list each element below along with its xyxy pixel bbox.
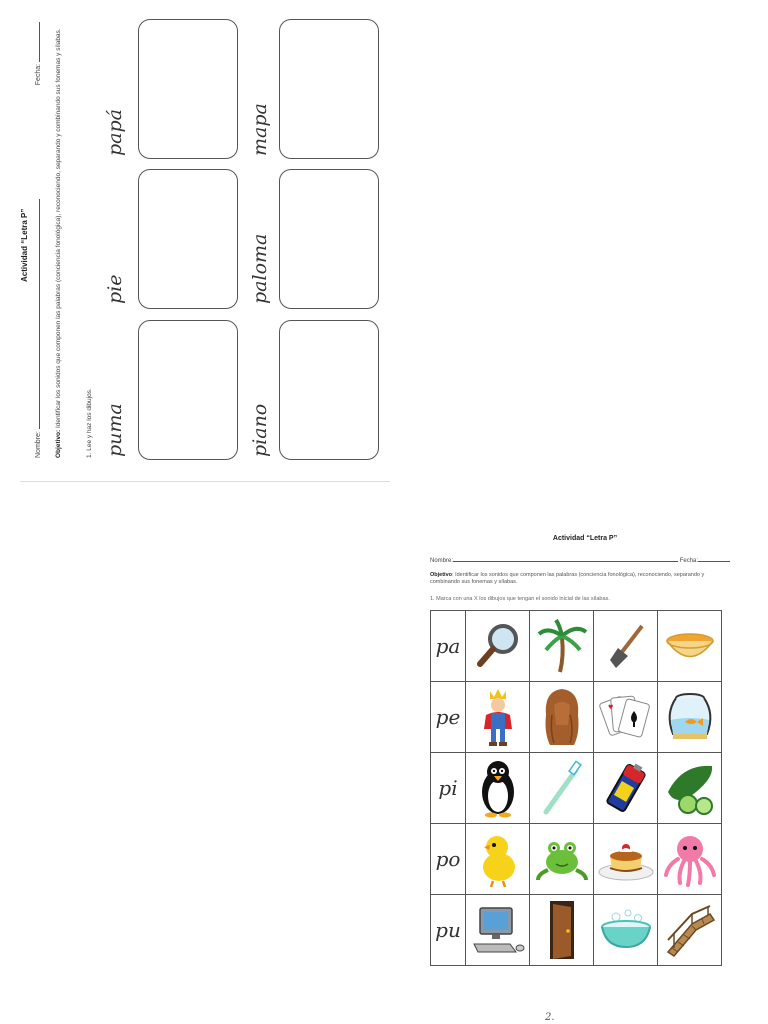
page1-name-date-line [32, 8, 42, 458]
page2-fecha-blank[interactable] [698, 555, 730, 562]
flan-icon [596, 834, 656, 884]
magnifying-glass-icon [472, 620, 524, 672]
syllable-cell: pe [431, 682, 466, 753]
picture-cell[interactable] [466, 824, 530, 895]
palm-tree-icon [536, 618, 588, 674]
picture-cell[interactable] [466, 682, 530, 753]
soup-bowl-icon [663, 626, 717, 666]
drawing-box-piano[interactable] [279, 320, 379, 460]
picture-cell[interactable] [658, 611, 722, 682]
syllable-cell: pu [431, 895, 466, 966]
picture-cell[interactable] [658, 895, 722, 966]
page2-fecha-label: Fecha: [679, 558, 699, 564]
toothbrush-icon [536, 758, 588, 818]
page2-footer-text: 2. [545, 1012, 555, 1023]
page2-nombre-label: Nombre: [430, 558, 454, 564]
picture-cell[interactable] [594, 824, 658, 895]
drawing-box-paloma[interactable] [279, 169, 379, 309]
shovel-icon [600, 620, 652, 672]
word-papa: papá [104, 109, 126, 156]
page2-objective-label: Objetivo [430, 572, 453, 578]
fishbowl-icon [663, 690, 717, 744]
picture-cell[interactable] [594, 611, 658, 682]
chick-icon [475, 829, 521, 889]
drawing-box-papa[interactable] [138, 19, 238, 159]
page2-objective-text: : Identificar los sonidos que componen las palabras (conciencia fonológica), reconociendo, separando y combinando sus fonemas y sílabas. [430, 572, 705, 585]
picture-cell[interactable] [658, 682, 722, 753]
syllable-cell: pa [431, 611, 466, 682]
computer-icon [470, 904, 526, 956]
table-row [431, 682, 722, 753]
page1-nombre-label: Nombre: [35, 431, 42, 458]
page1-bottom-edge [20, 481, 390, 482]
picture-cell[interactable] [658, 753, 722, 824]
table-row [431, 753, 722, 824]
page2-nombre-blank[interactable] [453, 555, 678, 562]
picture-cell[interactable] [466, 895, 530, 966]
tub-icon [598, 907, 654, 953]
penguin-icon [475, 758, 521, 818]
octopus-icon [662, 831, 718, 887]
page1-objective-label: Objetivo: [55, 429, 62, 458]
word-puma: puma [104, 403, 126, 457]
word-paloma: paloma [249, 233, 271, 304]
page2-instruction: 1. Marca con una X los dibujos que tengan el sonido inicial de las sílabas. [430, 596, 610, 602]
playing-cards-icon [598, 689, 654, 745]
syllable-cell: pi [431, 753, 466, 824]
table-row [431, 824, 722, 895]
hair-icon [540, 685, 584, 749]
worksheet-page-2 [420, 525, 750, 1024]
picture-cell[interactable] [530, 824, 594, 895]
page1-objective [54, 18, 63, 458]
word-mapa: mapa [249, 103, 271, 156]
page1-fecha-blank[interactable] [32, 22, 40, 62]
picture-cell[interactable] [530, 682, 594, 753]
drawing-box-mapa[interactable] [279, 19, 379, 159]
syllable-grid [430, 610, 722, 966]
picture-cell[interactable] [594, 895, 658, 966]
word-piano: piano [249, 403, 271, 457]
bridge-icon [662, 902, 718, 958]
picture-cell[interactable] [466, 753, 530, 824]
picture-cell[interactable] [658, 824, 722, 895]
page1-title: Actividad “Letra P” [20, 208, 29, 282]
page1-nombre-blank[interactable] [32, 199, 40, 429]
word-pie: pie [104, 274, 126, 304]
table-row [431, 895, 722, 966]
page1-instruction: 1. Lee y haz los dibujos. [86, 388, 93, 458]
battery-icon [600, 760, 652, 816]
table-row [431, 611, 722, 682]
syllable-cell: po [431, 824, 466, 895]
picture-cell[interactable] [530, 753, 594, 824]
picture-cell[interactable] [466, 611, 530, 682]
page1-objective-text: Identificar los sonidos que componen las palabras (conciencia fonológica), reconociendo, separando y combinando sus fonemas y sílabas. [55, 28, 62, 430]
picture-cell[interactable] [530, 611, 594, 682]
rotated-worksheet-content [20, 0, 390, 482]
picture-cell[interactable] [594, 753, 658, 824]
picture-cell[interactable] [530, 895, 594, 966]
picture-cell[interactable] [594, 682, 658, 753]
frog-icon [534, 834, 590, 884]
worksheet-page-1 [20, 0, 390, 482]
prince-icon [476, 685, 520, 749]
drawing-box-pie[interactable] [138, 169, 238, 309]
page2-name-date-line [430, 555, 730, 564]
door-icon [544, 899, 580, 961]
drawing-box-puma[interactable] [138, 320, 238, 460]
page2-title: Actividad “Letra P” [552, 535, 618, 542]
page1-fecha-label: Fecha: [35, 63, 42, 86]
page2-objective [430, 572, 730, 586]
svg-text:♥: ♥ [607, 704, 613, 711]
cucumber-icon [662, 760, 718, 816]
